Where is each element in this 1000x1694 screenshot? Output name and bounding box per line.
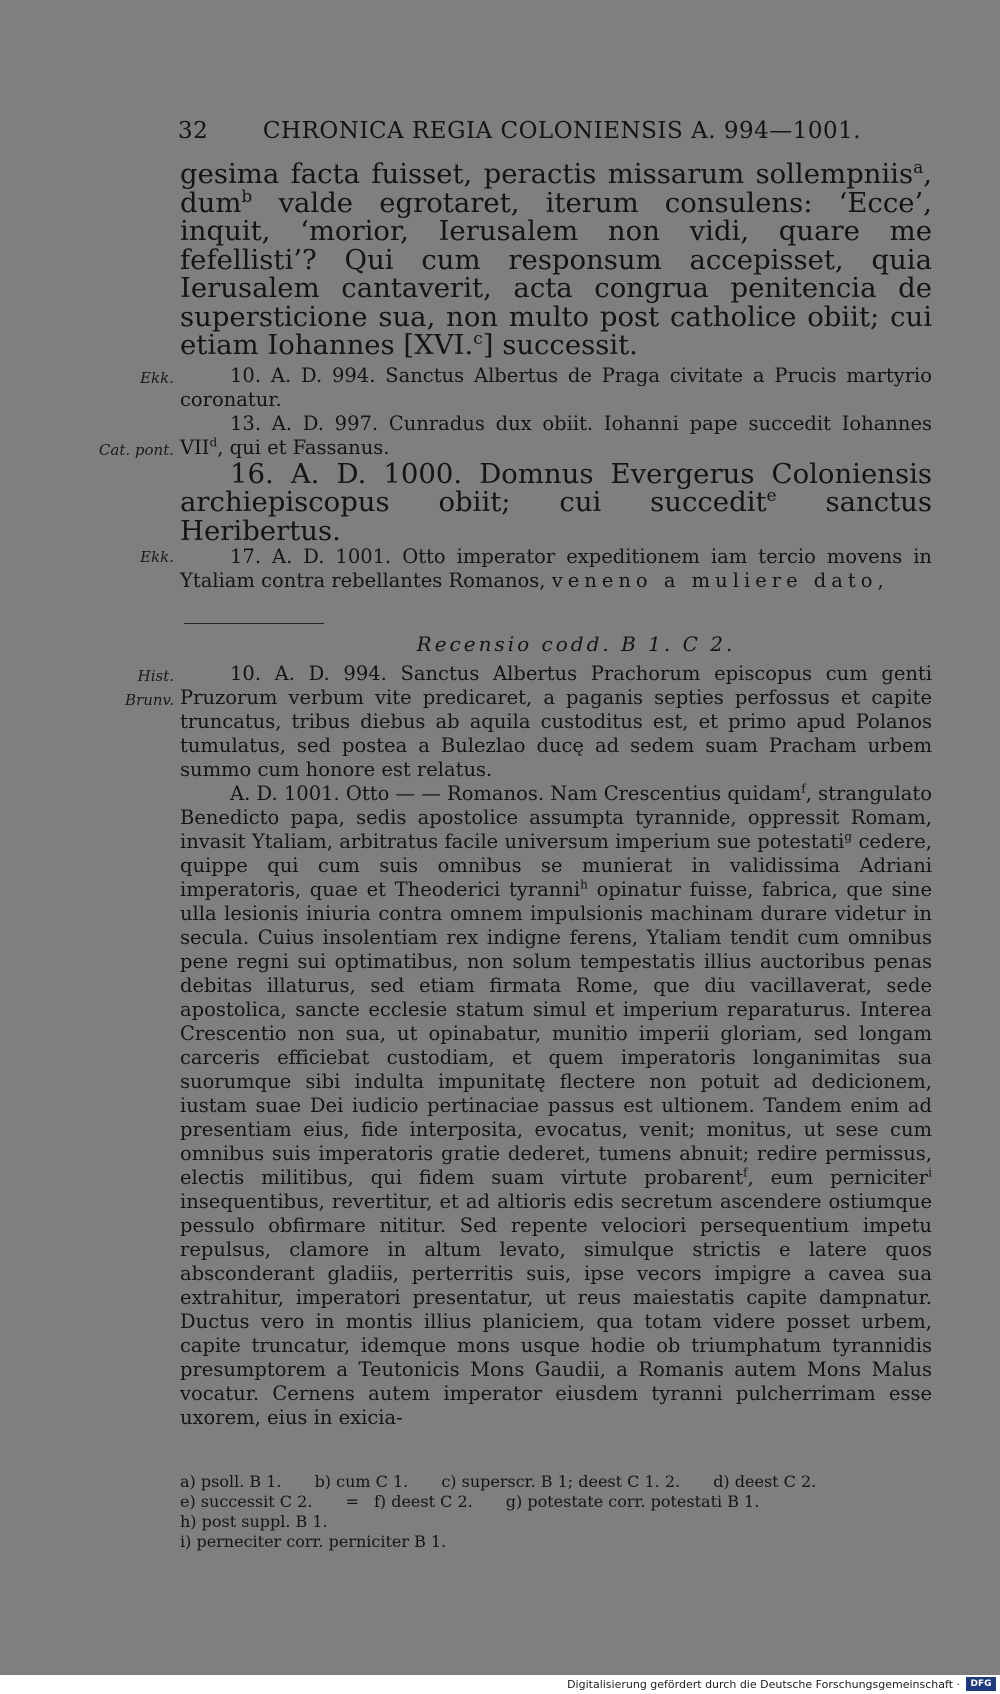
footnote-ref-i: i: [928, 1165, 932, 1180]
entry-1000-text: 16. A. D. 1000. Domnus Evergerus Coloniensis archiepiscopus obiit; cui succedit: [180, 457, 932, 518]
footnote-ref-d: d: [209, 435, 218, 449]
footnote-f: f) deest C 2.: [373, 1492, 473, 1511]
footnote-g: g) potestate corr. potestati B 1.: [505, 1492, 760, 1511]
recension-p1: 10. A. D. 994. Sanctus Albertus Prachorum episcopus cum genti Pruzorum verbum vite predicaret, a paganis septies perfossus et capite truncatus, tribus diebus ab aquila custoditus est, et primo apud Polanos tumulatus, sed postea a Bulezlao ducę ad sedem suam Pracham urbem summo cum honore est relatus.: [180, 662, 932, 781]
entry-1000-text-end: sanctus Heribertus.: [180, 486, 932, 547]
entry-994-text: 10. A. D. 994. Sanctus Albertus de Praga civitate a Prucis martyrio coronatur.: [180, 363, 932, 411]
opening-paragraph: [180, 157, 932, 361]
entry-994: [140, 363, 932, 412]
page-header: [178, 118, 932, 152]
footnote-d: d) deest C 2.: [713, 1472, 817, 1491]
page-number: 32: [178, 118, 209, 144]
footnote-separator: =: [345, 1492, 359, 1511]
margin-note-cat-pont: Cat. pont.: [98, 440, 174, 459]
entry-1001: [140, 545, 932, 593]
recension-p2-d: opinatur fuisse, fabrica, que sine ulla lesionis iniuria contra omnem impulsionis machinam durare videtur in secula. Cuius insolentiam rex indigne ferens, Ytaliam tendit cum omnibus pene regni sui optimatibus, non solum tempestatis illius auctoribus penas debitas illaturus, sed etiam firmata Rome, que diu vacillaverat, sede apostolica, sancte ecclesie statum simul et imperium reparaturus. Interea Crescentio non sua, ut opinabatur, munitio imperii gloriam, sed longam carceris efficiebat custodiam, et quem imperatoris longanimitas sua suorumque sibi indulta impunitatę flectere non potuit ad dedicionem, iustam suae Dei iudicio pertinaciae passus est ultionem. Tandem enim ad presentiam eius, fide interposita, evocatus, venit; monitus, ut sese cum omnibus suis imperatoris gratie dederet, tumens abnuit; redire permissus, electis militibus, qui fidem suam virtute probarent: [180, 878, 933, 1189]
footnote-i: i) perneciter corr. perniciter B 1.: [180, 1532, 447, 1551]
footnote-ref-g: g: [844, 829, 853, 844]
page-footer: [0, 1675, 1000, 1694]
entry-1001-spaced: veneno a muliere dato,: [551, 569, 889, 592]
footnote-ref-c: c: [473, 328, 483, 349]
recension-entry-994: [125, 662, 932, 782]
footnote-b: b) cum C 1.: [314, 1472, 409, 1491]
page-content: [98, 118, 933, 1552]
recension-p2-f: insequentibus, revertitur, et ad altioris edis secretum ascendere ostiumque pessulo obfirmare nititur. Sed repente velociori persequentium impetu repulsus, clamore in altum levato, simulque strictis e latere quos absconderant gladiis, perterritis suis, ipse vecors impigre a cavea sua extrahitur, imperatori presentatur, ut reus maiestatis capite dampnatur. Ductus vero in montis illius planiciem, qua totam videre posset urbem, capite truncatur, idemque mons usque hodie ob triumphatum tyrannidis presumptorem a Teutonicis Mons Gaudii, a Romanis autem Mons Malus vocatur. Cernens autem imperator eiusdem tyranni pulcherrimam esse uxorem, eius in exicia-: [180, 1190, 932, 1429]
recension-p2-e: , eum perniciter: [747, 1166, 929, 1189]
footnote-ref-a: a: [913, 157, 924, 178]
entry-1000: [180, 457, 932, 547]
footnote-ref-f: f: [801, 781, 806, 796]
running-title: CHRONICA REGIA COLONIENSIS A. 994—1001.: [262, 118, 862, 144]
footnote-c: c) superscr. B 1; deest C 1. 2.: [441, 1472, 681, 1491]
recension-p2-c: cedere, quippe qui cum suis omnibus se munierat in validissima Adriani imperatoris, quae et Theoderici tyranni: [180, 830, 932, 901]
footnote-h: h) post suppl. B 1.: [180, 1512, 328, 1531]
footnote-ref-e: e: [766, 485, 777, 506]
opening-text-4: ] successit.: [482, 329, 638, 361]
entry-1001-text: 17. A. D. 1001. Otto imperator expeditionem iam tercio movens in Ytaliam contra rebellantes Romanos,: [180, 545, 932, 592]
footnotes: [180, 1472, 932, 1552]
recension-entry-1001: [180, 782, 932, 1430]
section-rule: [184, 623, 324, 624]
margin-note-ekk: Ekk.: [140, 368, 174, 387]
opening-text-1: gesima facta fuisset, peractis missarum sollempniis: [180, 158, 914, 190]
entry-997-text-end: , qui et Fassanus.: [217, 435, 390, 459]
recension-p2-a: A. D. 1001. Otto — — Romanos. Nam Crescentius quidam: [230, 782, 802, 805]
entry-997-text: 13. A. D. 997. Cunradus dux obiit. Iohanni pape succedit Iohannes VII: [180, 411, 932, 459]
footnote-a: a) psoll. B 1.: [180, 1472, 282, 1491]
margin-note-ekk-2: Ekk.: [140, 548, 174, 566]
footnote-e: e) successit C 2.: [180, 1492, 313, 1511]
footer-credit: Digitalisierung gefördert durch die Deutsche Forschungsgemeinschaft ·: [567, 1678, 960, 1691]
recension-p2-b: , strangulato Benedicto papa, sedis apostolice assumpta tyrannide, oppressit Romam, invasit Ytaliam, arbitratus facile universum imperium sue potestati: [180, 782, 932, 853]
opening-text-2: , dum: [180, 158, 932, 219]
entry-997: [98, 411, 932, 460]
footnote-ref-b: b: [241, 186, 253, 207]
opening-text-3: valde egrotaret, iterum consulens: ‘Ecce’, inquit, ‘morior, Ierusalem non vidi, quare me fefellisti’? Qui cum responsum accepisset, quia Ierusalem cantaverit, acta congrua penitencia de supersticione sua, non multo post catholice obiit; cui etiam Iohannes [XVI.: [180, 186, 932, 361]
footnote-ref-h: h: [580, 877, 588, 892]
margin-note-hist-brunv: Hist. Brunv.: [125, 667, 174, 709]
dfg-logo-icon: DFG: [966, 1677, 996, 1691]
footnote-ref-f-2: f: [743, 1165, 748, 1180]
recension-heading: Recensio codd. B 1. C 2.: [416, 632, 736, 656]
